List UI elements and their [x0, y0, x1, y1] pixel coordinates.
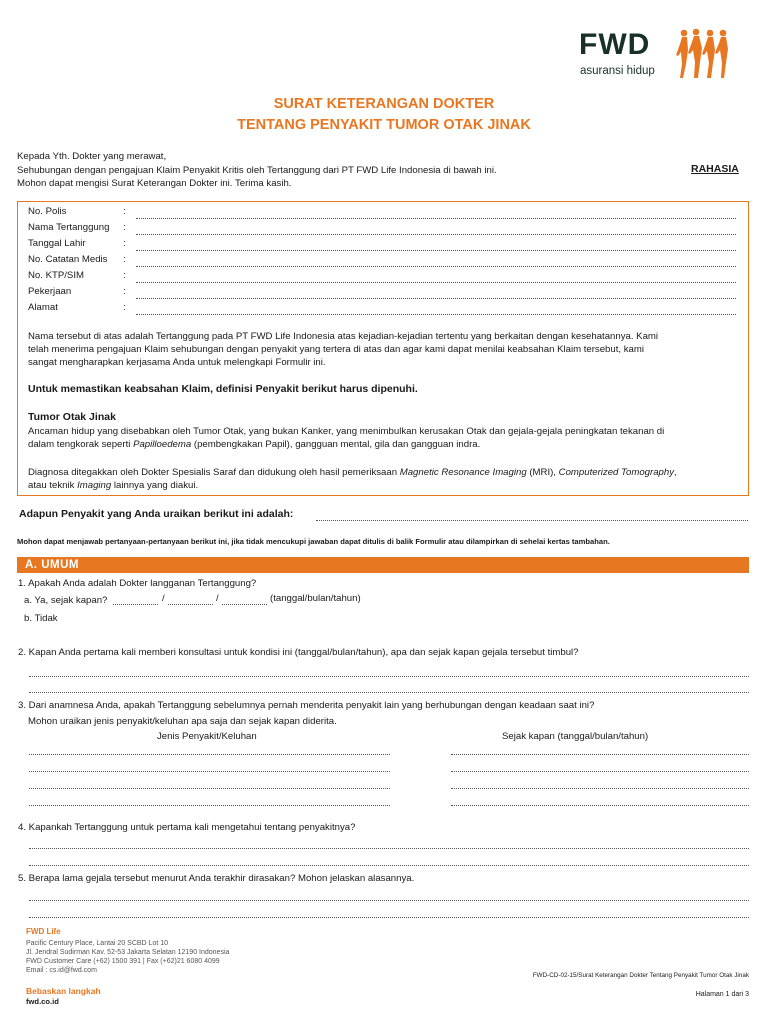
since-input[interactable]	[451, 805, 749, 806]
question-3: 3. Dari anamnesa Anda, apakah Tertanggung sebelumnya pernah menderita penyakit lain yang berhubungan dengan keadaan saat ini?	[18, 700, 595, 711]
date-day-input[interactable]	[113, 604, 158, 605]
logo-tagline: asuransi hidup	[580, 65, 655, 77]
footer-address-line: Pacific Century Place, Lantai 20 SCBD Lot 10	[26, 940, 169, 947]
intro-line2: Sehubungan dengan pengajuan Klaim Penyakit Kritis oleh Tertanggung dari PT FWD Life Indonesia di bawah ini.	[17, 165, 497, 176]
field-label-insured-name: Nama Tertanggung	[28, 222, 110, 233]
condition-input[interactable]	[29, 788, 390, 789]
diagnosis-line: atau teknik Imaging lainnya yang diakui.	[28, 480, 199, 491]
box-paragraph-line: sangat mengharapkan kerjasama Anda untuk melengkapi Formulir ini.	[28, 357, 326, 368]
italic-term: Magnetic Resonance Imaging	[399, 467, 527, 478]
diagnosis-line: Diagnosa ditegakkan oleh Dokter Spesialis Saraf dan didukung oleh hasil pemeriksaan Magnetic Resonance Imaging (MRI), Computerized Tomography,	[28, 467, 677, 478]
intro-salutation: Kepada Yth. Dokter yang merawat,	[17, 151, 167, 162]
question-4: 4. Kapankah Tertanggung untuk pertama kali mengetahui tentang penyakitnya?	[18, 822, 356, 833]
field-colon: :	[123, 270, 126, 281]
field-label-policy-number: No. Polis	[28, 206, 67, 217]
footer-company: FWD Life	[26, 927, 61, 936]
intro-line3: Mohon dapat mengisi Surat Keterangan Dokter ini. Terima kasih.	[17, 178, 292, 189]
field-colon: :	[123, 222, 126, 233]
field-label-birth-date: Tanggal Lahir	[28, 238, 86, 249]
disease-input[interactable]	[316, 520, 748, 521]
runners-icon	[675, 28, 731, 80]
answer-line[interactable]	[29, 692, 749, 693]
italic-term: Imaging	[77, 480, 112, 491]
instruction-note: Mohon dapat menjawab pertanyaan-pertanyaan berikut ini, jika tidak mencukupi jawaban dapat ditulis di balik Formulir atau dilampirkan di sehelai kertas tambahan.	[17, 537, 610, 546]
definition-heading: Untuk memastikan keabsahan Klaim, definisi Penyakit berikut harus dipenuhi.	[28, 383, 418, 395]
form-code: FWD-CD-02-15/Surat Keterangan Dokter Tentang Penyakit Tumor Otak Jinak	[532, 972, 749, 979]
question-3-subtext: Mohon uraikan jenis penyakit/keluhan apa saja dan sejak kapan diderita.	[28, 716, 337, 727]
date-year-input[interactable]	[222, 604, 267, 605]
document-title-line2: TENTANG PENYAKIT TUMOR OTAK JINAK	[237, 117, 531, 133]
document-title-line1: SURAT KETERANGAN DOKTER	[273, 96, 495, 112]
question-2: 2. Kapan Anda pertama kali memberi konsultasi untuk kondisi ini (tanggal/bulan/tahun), apa dan sejak kapan gejala tersebut timbul?	[18, 647, 579, 658]
question-1-option-a: a. Ya, sejak kapan?	[24, 595, 108, 606]
answer-line[interactable]	[29, 865, 749, 866]
field-label-id-number: No. KTP/SIM	[28, 270, 84, 281]
box-paragraph-line: Nama tersebut di atas adalah Tertanggung pada PT FWD Life Indonesia atas kejadian-kejadian tertentu yang berkaitan dengan kesehatannya. Kami	[28, 331, 659, 342]
condition-input[interactable]	[29, 771, 390, 772]
field-input-id-number[interactable]	[136, 282, 736, 283]
condition-input[interactable]	[29, 805, 390, 806]
column-header-condition: Jenis Penyakit/Keluhan	[157, 731, 257, 742]
date-separator: /	[216, 593, 219, 604]
footer-address-line: FWD Customer Care (+62) 1500 391 | Fax (+62)21 6080 4099	[26, 958, 220, 965]
fwd-logo	[579, 28, 729, 80]
condition-input[interactable]	[29, 754, 390, 755]
field-label-occupation: Pekerjaan	[28, 286, 72, 297]
column-header-since: Sejak kapan (tanggal/bulan/tahun)	[502, 731, 649, 742]
date-month-input[interactable]	[168, 604, 213, 605]
disease-title: Tumor Otak Jinak	[28, 411, 116, 423]
confidential-label: RAHASIA	[691, 163, 739, 175]
question-1: 1. Apakah Anda adalah Dokter langganan Tertanggung?	[18, 578, 257, 589]
field-colon: :	[123, 302, 126, 313]
field-input-occupation[interactable]	[136, 298, 736, 299]
page-number: Halaman 1 dari 3	[695, 991, 749, 998]
field-colon: :	[123, 254, 126, 265]
box-paragraph-line: telah menerima pengajuan Klaim sehubungan dengan penyakit yang tertera di atas dan agar kami dapat menilai keabsahan Klaim tersebut, kami	[28, 344, 644, 355]
field-colon: :	[123, 238, 126, 249]
disease-prompt: Adapun Penyakit yang Anda uraikan berikut ini adalah:	[19, 508, 294, 520]
italic-term: Papilloedema	[133, 439, 192, 450]
field-input-policy-number[interactable]	[136, 218, 736, 219]
footer-slogan: Bebaskan langkah	[26, 986, 101, 996]
footer-website[interactable]: fwd.co.id	[26, 997, 59, 1006]
footer-address-line: Jl. Jendral Sudirman Kav. 52-53 Jakarta Selatan 12190 Indonesia	[26, 949, 230, 956]
field-label-address: Alamat	[28, 302, 58, 313]
question-1-option-b: b. Tidak	[24, 613, 58, 624]
since-input[interactable]	[451, 771, 749, 772]
field-input-medical-record[interactable]	[136, 266, 736, 267]
since-input[interactable]	[451, 754, 749, 755]
field-label-medical-record: No. Catatan Medis	[28, 254, 108, 265]
answer-line[interactable]	[29, 900, 749, 901]
italic-term: Computerized Tomography	[558, 467, 675, 478]
answer-line[interactable]	[29, 848, 749, 849]
answer-line[interactable]	[29, 917, 749, 918]
date-format-hint: (tanggal/bulan/tahun)	[270, 593, 361, 604]
footer-email: Email : cs.id@fwd.com	[26, 967, 97, 974]
logo-brand: FWD	[579, 28, 651, 61]
field-input-insured-name[interactable]	[136, 234, 736, 235]
field-input-address[interactable]	[136, 314, 736, 315]
field-colon: :	[123, 206, 126, 217]
definition-line: Ancaman hidup yang disebabkan oleh Tumor Otak, yang bukan Kanker, yang menimbulkan kerusakan Otak dan gejala-gejala peningkatan tekanan di	[28, 426, 665, 437]
field-input-birth-date[interactable]	[136, 250, 736, 251]
definition-line: dalam tengkorak seperti Papilloedema (pembengkakan Papil), gangguan mental, gila dan gangguan indra.	[28, 439, 481, 450]
question-5: 5. Berapa lama gejala tersebut menurut Anda terakhir dirasakan? Mohon jelaskan alasannya.	[18, 873, 415, 884]
answer-line[interactable]	[29, 676, 749, 677]
field-colon: :	[123, 286, 126, 297]
date-separator: /	[162, 593, 165, 604]
section-a-header: A. UMUM	[17, 557, 749, 573]
since-input[interactable]	[451, 788, 749, 789]
